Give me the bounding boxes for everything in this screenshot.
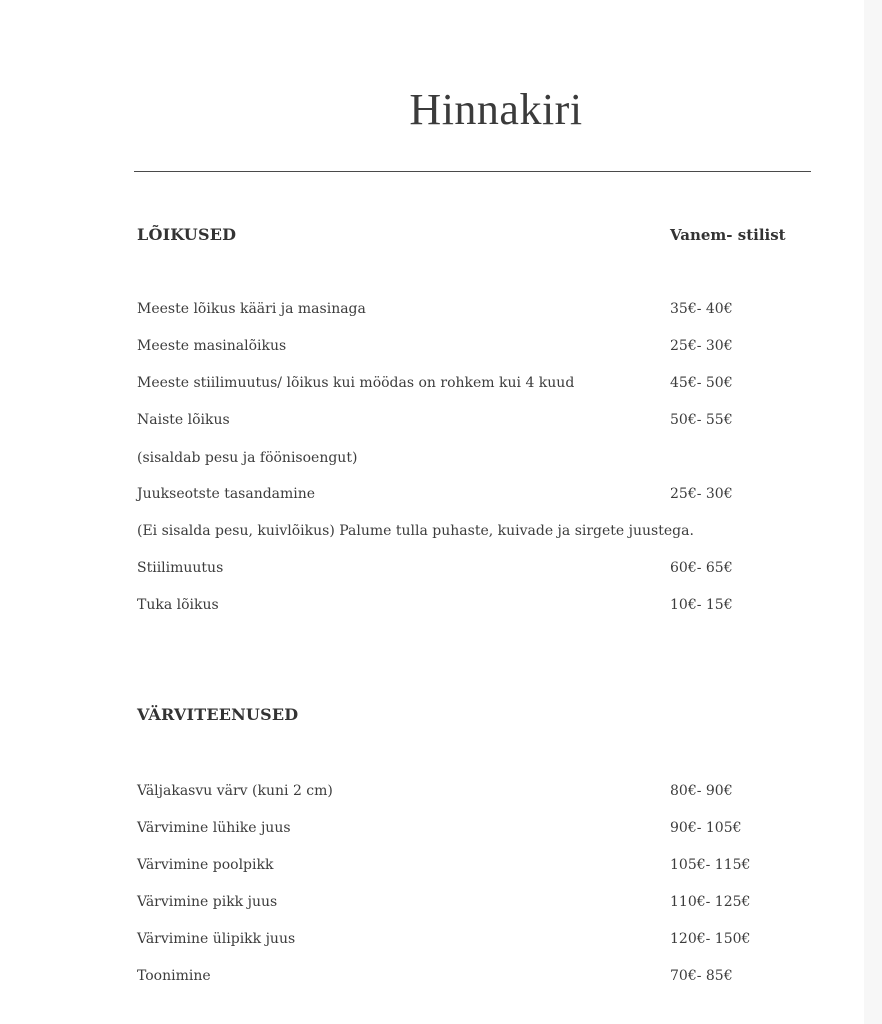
price-row <box>0 857 882 879</box>
service-price: 45€- 50€ <box>670 375 733 391</box>
price-row <box>0 560 882 582</box>
price-row-note <box>0 450 882 472</box>
price-row <box>0 931 882 953</box>
price-row <box>0 338 882 360</box>
service-name: Toonimine <box>137 968 211 984</box>
service-price: 10€- 15€ <box>670 597 733 613</box>
service-price: 25€- 30€ <box>670 486 733 502</box>
price-row <box>0 783 882 805</box>
price-row <box>0 301 882 323</box>
service-name: Juukseotste tasandamine <box>137 486 316 502</box>
column-heading-senior-stylist: Vanem- stilist <box>670 226 786 244</box>
service-price: 80€- 90€ <box>670 783 733 799</box>
service-name: Naiste lõikus <box>137 412 230 428</box>
service-price: 60€- 65€ <box>670 560 733 576</box>
service-name: Värvimine ülipikk juus <box>137 931 296 947</box>
section-heading-cuts: LÕIKUSED <box>137 225 237 244</box>
service-price: 105€- 115€ <box>670 857 751 873</box>
price-row-note <box>0 523 882 545</box>
service-name: Meeste lõikus kääri ja masinaga <box>137 301 366 317</box>
price-row <box>0 375 882 397</box>
price-row <box>0 820 882 842</box>
service-name: Väljakasvu värv (kuni 2 cm) <box>137 783 333 799</box>
service-name: Värvimine poolpikk <box>137 857 274 873</box>
title-divider <box>134 171 811 172</box>
service-name: Meeste masinalõikus <box>137 338 287 354</box>
service-price: 50€- 55€ <box>670 412 733 428</box>
section-heading-coloring: VÄRVITEENUSED <box>137 705 299 724</box>
service-name: Tuka lõikus <box>137 597 219 613</box>
service-price: 120€- 150€ <box>670 931 751 947</box>
service-price: 90€- 105€ <box>670 820 742 836</box>
service-price: 70€- 85€ <box>670 968 733 984</box>
price-row <box>0 894 882 916</box>
service-name: Värvimine pikk juus <box>137 894 278 910</box>
service-note: (sisaldab pesu ja föönisoengut) <box>137 450 358 466</box>
service-price: 110€- 125€ <box>670 894 751 910</box>
service-price: 35€- 40€ <box>670 301 733 317</box>
service-note: (Ei sisalda pesu, kuivlõikus) Palume tulla puhaste, kuivade ja sirgete juustega. <box>137 523 694 539</box>
service-price: 25€- 30€ <box>670 338 733 354</box>
price-row <box>0 968 882 990</box>
service-name: Meeste stiilimuutus/ lõikus kui möödas on rohkem kui 4 kuud <box>137 375 575 391</box>
service-name: Stiilimuutus <box>137 560 224 576</box>
price-row <box>0 486 882 508</box>
page-title: Hinnakiri <box>409 85 583 134</box>
price-row <box>0 412 882 434</box>
service-name: Värvimine lühike juus <box>137 820 291 836</box>
price-row <box>0 597 882 619</box>
